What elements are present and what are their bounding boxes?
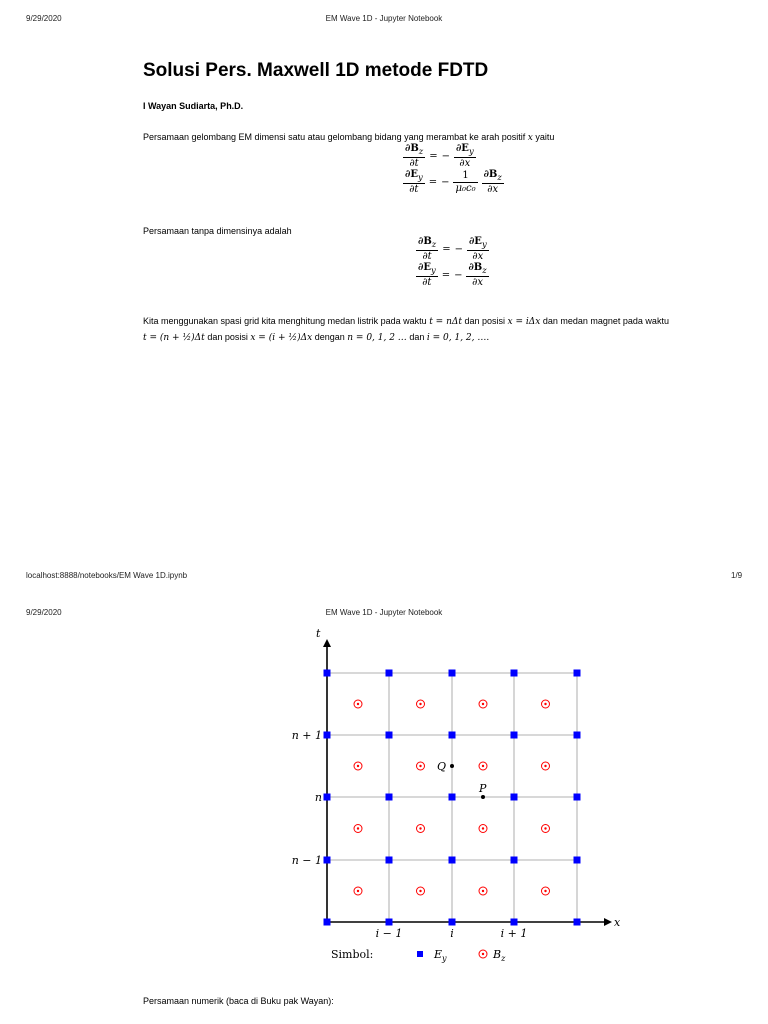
page-title: Solusi Pers. Maxwell 1D metode FDTD <box>143 60 489 81</box>
b-field-marker <box>417 762 425 770</box>
fraction: $\frac{\partial E_y}{\partial t}$ <box>418 261 436 288</box>
paragraph-grid-line1: Kita menggunakan spasi grid kita menghitung medan listrik pada waktu t = nΔt dan posisi x = iΔx dan medan magnet pada waktu <box>143 316 669 327</box>
e-field-marker <box>386 732 393 739</box>
fraction: $\frac{\partial B_z}{\partial x}$ <box>483 168 502 195</box>
e-field-marker <box>574 794 581 801</box>
page2-header-title: EM Wave 1D - Jupyter Notebook <box>325 608 443 617</box>
fraction: $\frac{\partial E_y}{\partial t}$ <box>405 168 423 195</box>
label-q: Q <box>437 760 447 773</box>
para1-text-a: Persamaan gelombang EM dimensi satu atau gelombang bidang yang merambat ke arah positif <box>143 132 526 142</box>
b-field-marker-dot <box>544 827 546 829</box>
label-i: i <box>450 927 454 940</box>
e-field-marker <box>449 732 456 739</box>
b-field-marker-dot <box>357 765 359 767</box>
t-axis-arrow <box>323 639 331 647</box>
e-field-marker <box>574 857 581 864</box>
b-field-marker-dot <box>357 890 359 892</box>
fraction: $\frac{\partial B_z}{\partial t}$ <box>405 142 424 169</box>
b-field-marker <box>354 887 362 895</box>
fraction: $\frac{1}{\text{μ₀c₀}}$ <box>455 169 476 194</box>
page1-header-title: EM Wave 1D - Jupyter Notebook <box>325 14 443 23</box>
e-field-marker <box>324 670 331 677</box>
equation-2b: $\frac{\partial E_y}{\partial t}$ = − $\frac{\partial B_z}{\partial x}$ <box>418 261 487 288</box>
b-field-marker <box>479 700 487 708</box>
b-field-marker <box>542 887 550 895</box>
b-field-marker-dot <box>419 765 421 767</box>
e-field-marker <box>449 919 456 926</box>
fraction: $\frac{\partial B_z}{\partial x}$ <box>468 261 487 288</box>
legend-title: Simbol: <box>331 948 374 961</box>
equation-set-2 <box>416 236 489 288</box>
paragraph-dimensionless: Persamaan tanpa dimensinya adalah <box>143 226 292 236</box>
b-field-marker <box>542 762 550 770</box>
paragraph-numeric: Persamaan numerik (baca di Buku pak Wayan): <box>143 996 334 1006</box>
e-field-marker <box>449 670 456 677</box>
e-field-marker <box>324 794 331 801</box>
label-i-minus-1: i − 1 <box>375 927 403 940</box>
e-field-marker <box>324 919 331 926</box>
e-field-marker <box>449 794 456 801</box>
b-field-marker-dot <box>482 765 484 767</box>
point-p <box>481 795 485 799</box>
e-field-marker <box>511 794 518 801</box>
b-field-marker-dot <box>544 765 546 767</box>
para1-text-b: yaitu <box>535 132 555 142</box>
page1-footer-url: localhost:8888/notebooks/EM Wave 1D.ipynb <box>26 571 188 580</box>
label-i-plus-1: i + 1 <box>500 927 528 940</box>
paragraph-grid-line2: t = (n + ½)Δt dan posisi x = (i + ½)Δx dengan n = 0, 1, 2 … dan i = 0, 1, 2, …. <box>143 332 490 343</box>
b-field-marker <box>354 825 362 833</box>
point-q <box>450 764 454 768</box>
b-field-marker-dot <box>544 890 546 892</box>
legend-b-label: $B_z$ <box>493 948 506 963</box>
label-n-minus-1: n − 1 <box>291 854 322 867</box>
label-n: n <box>314 791 322 804</box>
page1-footer-page: 1/9 <box>731 571 743 580</box>
e-field-marker <box>386 794 393 801</box>
b-field-marker <box>479 825 487 833</box>
equation-set-1 <box>403 143 504 195</box>
b-field-marker <box>354 700 362 708</box>
axis-label-t: t <box>316 627 321 640</box>
e-field-marker <box>449 857 456 864</box>
legend-b-marker-dot <box>482 953 484 955</box>
x-axis-arrow <box>604 918 612 926</box>
page1-header-date: 9/29/2020 <box>26 14 62 23</box>
b-field-marker-dot <box>419 703 421 705</box>
e-field-marker <box>324 732 331 739</box>
author: I Wayan Sudiarta, Ph.D. <box>143 101 244 111</box>
b-field-marker-dot <box>357 703 359 705</box>
equation-1a: $\frac{\partial B_z}{\partial t}$ = − $\frac{\partial E_y}{\partial x}$ <box>405 142 474 169</box>
b-field-marker-dot <box>419 890 421 892</box>
paragraph-wave-equation <box>143 132 554 143</box>
page2-header-date: 9/29/2020 <box>26 608 62 617</box>
label-n-plus-1: n + 1 <box>291 729 322 742</box>
fraction: $\frac{\partial E_y}{\partial x}$ <box>455 142 474 169</box>
e-field-marker <box>574 919 581 926</box>
b-field-marker <box>479 887 487 895</box>
b-field-marker <box>542 825 550 833</box>
fraction: $\frac{\partial B_z}{\partial t}$ <box>418 235 437 262</box>
axis-label-x: x <box>614 916 621 929</box>
b-field-marker <box>417 887 425 895</box>
b-field-marker-dot <box>419 827 421 829</box>
legend-e-label: $E_y$ <box>434 948 447 963</box>
e-field-marker <box>574 732 581 739</box>
b-field-marker-dot <box>482 703 484 705</box>
b-field-marker-dot <box>482 827 484 829</box>
b-field-marker <box>417 700 425 708</box>
e-field-marker <box>324 857 331 864</box>
e-field-marker <box>386 670 393 677</box>
axes <box>323 639 612 926</box>
label-p: P <box>479 782 487 795</box>
legend-e-marker <box>417 951 423 957</box>
e-field-marker <box>574 670 581 677</box>
e-field-marker <box>386 919 393 926</box>
e-field-marker <box>511 919 518 926</box>
b-field-marker-dot <box>544 703 546 705</box>
fraction: $\frac{\partial E_y}{\partial x}$ <box>468 235 487 262</box>
b-field-marker <box>354 762 362 770</box>
e-field-marker <box>511 670 518 677</box>
b-field-marker-dot <box>482 890 484 892</box>
e-field-marker <box>511 732 518 739</box>
equation-2a: $\frac{\partial B_z}{\partial t}$ = − $\frac{\partial E_y}{\partial x}$ <box>418 235 487 262</box>
b-field-marker <box>417 825 425 833</box>
b-field-marker-dot <box>357 827 359 829</box>
e-field-marker <box>386 857 393 864</box>
b-field-marker <box>479 762 487 770</box>
para1-math-x: x <box>527 133 533 143</box>
b-field-marker <box>542 700 550 708</box>
equation-1b: $\frac{\partial E_y}{\partial t}$ = − $\frac{1}{\text{μ₀c₀}}$ $\frac{\partial B_z}{\partial x}$ <box>405 168 502 195</box>
fdtd-grid-diagram <box>270 622 630 972</box>
e-field-marker <box>511 857 518 864</box>
